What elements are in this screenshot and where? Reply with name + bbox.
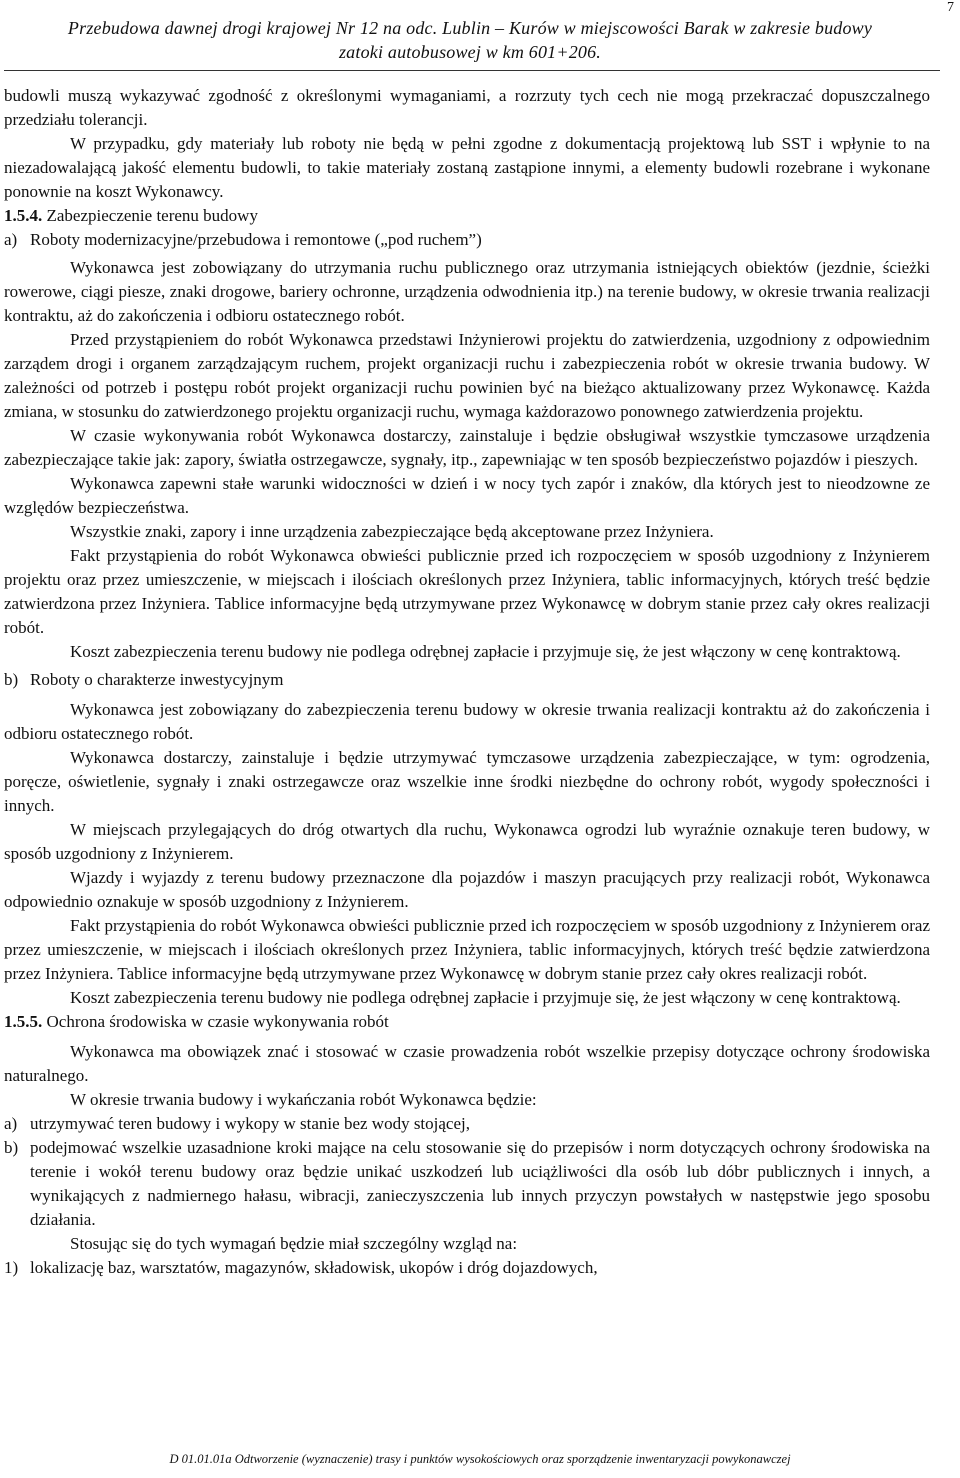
list-marker: b) (4, 670, 19, 689)
section-title: Ochrona środowiska w czasie wykonywania robót (42, 1012, 389, 1031)
paragraph: Wykonawca jest zobowiązany do zabezpieczenia terenu budowy w okresie trwania realizacji kontraktu aż do zakończenia i odbioru ostatecznego robót. (4, 700, 930, 743)
paragraph: Wykonawca ma obowiązek znać i stosować w czasie prowadzenia robót wszelkie przepisy dotyczące ochrony środowiska naturalnego. (4, 1042, 930, 1085)
list-item-text: lokalizację baz, warsztatów, magazynów, składowisk, ukopów i dróg dojazdowych, (30, 1258, 598, 1277)
header-line-2: zatoki autobusowej w km 601+206. (338, 42, 602, 62)
section-number: 1.5.4. (4, 206, 43, 225)
paragraph: W miejscach przylegających do dróg otwartych dla ruchu, Wykonawca ogrodzi lub wyraźnie oznakuje teren budowy, w sposób uzgodniony z Inżynierem. (4, 820, 930, 863)
list-item-text: utrzymywać teren budowy i wykopy w stanie bez wody stojącej, (30, 1114, 470, 1133)
header-line-1: Przebudowa dawnej drogi krajowej Nr 12 na odc. Lublin – Kurów w miejscowości Barak w zakresie budowy (67, 18, 873, 38)
paragraph: Stosując się do tych wymagań będzie miał szczególny wzgląd na: (70, 1234, 518, 1253)
list-marker: b) (4, 1138, 19, 1157)
subsection-b (4, 668, 930, 692)
header-divider (4, 70, 940, 71)
paragraph: budowli muszą wykazywać zgodność z określonymi wymaganiami, a rozrzuty tych cech nie mogą przekraczać dopuszczalnego przedziału tolerancji. (4, 86, 930, 129)
paragraph: W czasie wykonywania robót Wykonawca dostarczy, zainstaluje i będzie obsługiwał wszystkie tymczasowe urządzenia zabezpieczające takie jak: zapory, światła ostrzegawcze, sygnały, itp., zapewniając w ten sposób bezpieczeństwo pojazdów i pieszych. (4, 426, 930, 469)
section-heading-1-5-4 (4, 204, 930, 228)
paragraph: Koszt zabezpieczenia terenu budowy nie podlega odrębnej zapłacie i przyjmuje się, że jest włączony w cenę kontraktową. (70, 642, 901, 661)
running-header (0, 16, 940, 64)
list-marker: a) (4, 230, 18, 249)
paragraph: W przypadku, gdy materiały lub roboty nie będą w pełni zgodne z dokumentacją projektową lub SST i wpłynie to na niezadowalającą jakość elementu budowli, to takie materiały zostaną zastąpione innymi, a elementy budowli rozebrane i wykonane ponownie na koszt Wykonawcy. (4, 134, 930, 201)
subsection-title: Roboty o charakterze inwestycyjnym (30, 670, 284, 689)
paragraph: W okresie trwania budowy i wykańczania robót Wykonawca będzie: (70, 1090, 537, 1109)
paragraph: Wykonawca dostarczy, zainstaluje i będzie utrzymywać tymczasowe urządzenia zabezpieczające, w tym: ogrodzenia, poręcze, oświetlenie, sygnały i znaki ostrzegawcze oraz wszelkie inne środki niezbędne do ochrony robót, wygody społeczności i innych. (4, 748, 930, 815)
paragraph: Wszystkie znaki, zapory i inne urządzenia zabezpieczające będą akceptowane przez Inżyniera. (70, 522, 714, 541)
document-body (4, 84, 930, 1280)
subsection-title: Roboty modernizacyjne/przebudowa i remontowe („pod ruchem”) (30, 230, 482, 249)
list-marker: a) (4, 1114, 18, 1133)
paragraph: Wjazdy i wyjazdy z terenu budowy przeznaczone dla pojazdów i maszyn pracujących przy realizacji robót, Wykonawca odpowiednio oznakuje w sposób uzgodniony z Inżynierem. (4, 868, 930, 911)
paragraph: Przed przystąpieniem do robót Wykonawca przedstawi Inżynierowi projektu do zatwierdzenia, uzgodniony z odpowiednim zarządem drogi i organem zarządzającym ruchem, projekt organizacji ruchu i zabezpieczenia robót w okresie trwania budowy. W zależności od potrzeb i postępu robót projekt organizacji ruchu powinien być na bieżąco aktualizowany przez Wykonawcę. Każda zmiana, w stosunku do zatwierdzonego projektu organizacji ruchu, wymaga każdorazowo ponownego zatwierdzenia projektu. (4, 330, 930, 421)
list-item (4, 1256, 930, 1280)
list-marker: 1) (4, 1258, 19, 1277)
list-item (4, 1136, 930, 1232)
list-item (4, 1112, 930, 1136)
subsection-a (4, 228, 930, 252)
section-number: 1.5.5. (4, 1012, 43, 1031)
section-heading-1-5-5 (4, 1010, 930, 1034)
page-number: 7 (947, 0, 954, 15)
paragraph: Wykonawca jest zobowiązany do utrzymania ruchu publicznego oraz utrzymania istniejących obiektów (jezdnie, ścieżki rowerowe, ciągi piesze, znaki drogowe, bariery ochronne, urządzenia odwodnienia itp.) na terenie budowy, w okresie trwania realizacji kontraktu, aż do zakończenia i odbioru ostatecznego robót. (4, 258, 930, 325)
running-footer: D 01.01.01a Odtworzenie (wyznaczenie) trasy i punktów wysokościowych oraz sporządzenie inwentaryzacji powykonawczej (169, 1452, 791, 1466)
paragraph: Wykonawca zapewni stałe warunki widoczności w dzień i w nocy tych zapór i znaków, dla których jest to nieodzowne ze względów bezpieczeństwa. (4, 474, 930, 517)
list-item-text: podejmować wszelkie uzasadnione kroki mające na celu stosowanie się do przepisów i norm dotyczących ochrony środowiska na terenie i wokół terenu budowy oraz będzie unikać uszkodzeń lub uciążliwości dla osób lub dóbr publicznych i innych, a wynikających z nadmiernego hałasu, wibracji, zanieczyszczenia lub innych przyczyn powstałych w następstwie jego sposobu działania. (30, 1138, 930, 1229)
paragraph: Fakt przystąpienia do robót Wykonawca obwieści publicznie przed ich rozpoczęciem w sposób uzgodniony z Inżynierem oraz przez umieszczenie, w miejscach i ilościach określonych przez Inżyniera, tablic informacyjnych, których treść będzie zatwierdzona przez Inżyniera. Tablice informacyjne będą utrzymywane przez Wykonawcę w dobrym stanie przez cały okres realizacji robót. (4, 916, 930, 983)
paragraph: Koszt zabezpieczenia terenu budowy nie podlega odrębnej zapłacie i przyjmuje się, że jest włączony w cenę kontraktową. (70, 988, 901, 1007)
section-title: Zabezpieczenie terenu budowy (42, 206, 258, 225)
paragraph: Fakt przystąpienia do robót Wykonawca obwieści publicznie przed ich rozpoczęciem w sposób uzgodniony z Inżynierem projektu oraz przez umieszczenie, w miejscach i ilościach określonych przez Inżyniera, tablic informacyjnych, których treść będzie zatwierdzona przez Inżyniera. Tablice informacyjne będą utrzymywane przez Wykonawcę w dobrym stanie przez cały okres realizacji robót. (4, 546, 930, 637)
